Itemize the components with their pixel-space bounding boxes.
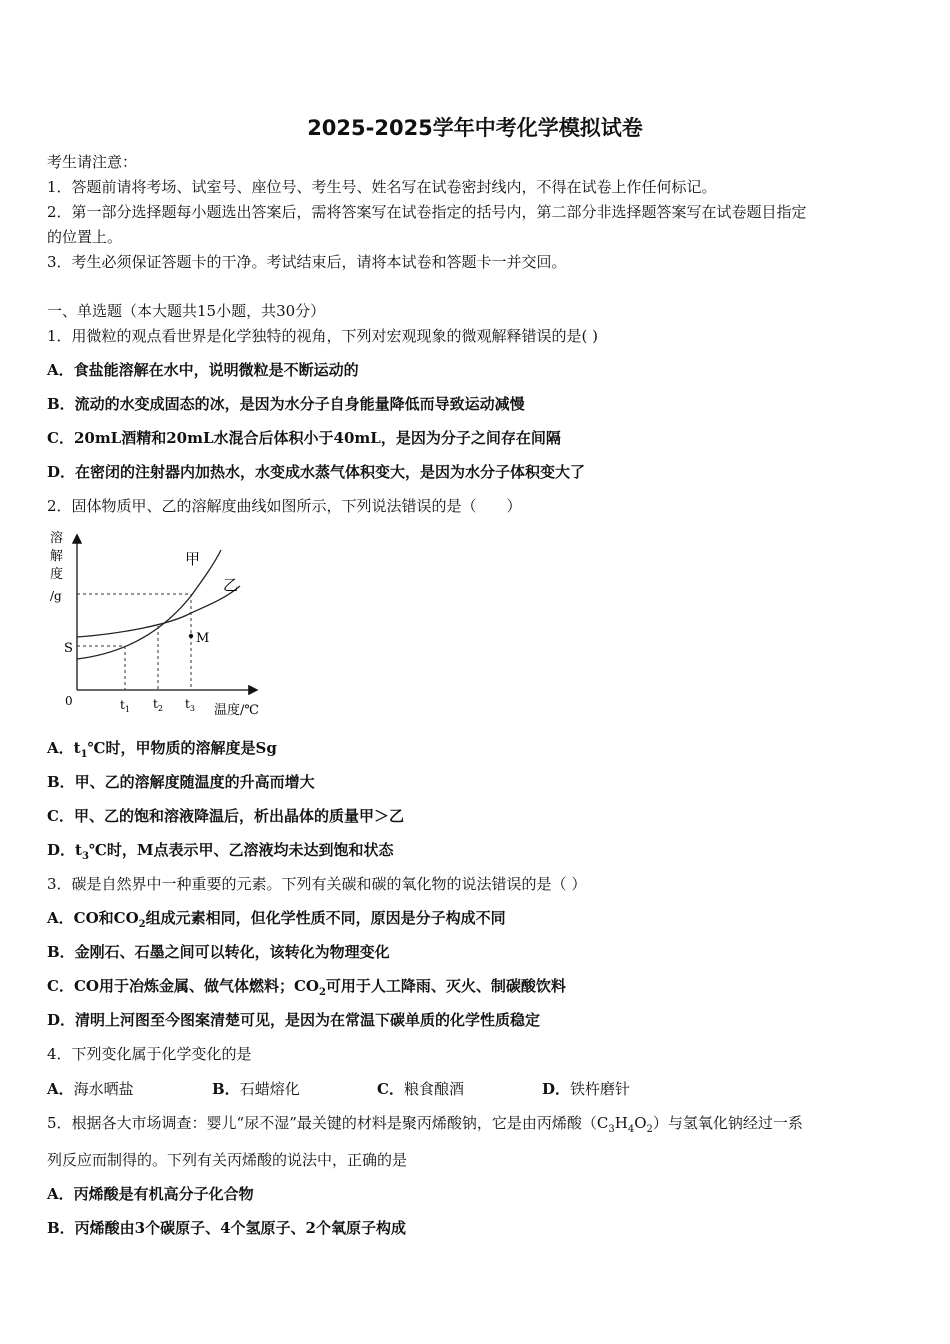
q3-option-d: D．清明上河图至今图案清楚可见，是因为在常温下碳单质的化学性质稳定 xyxy=(47,1011,541,1029)
y-axis-char-2: 解 xyxy=(50,549,64,564)
notice-item-2-cont: 的位置上。 xyxy=(47,228,123,246)
s-label: S xyxy=(64,641,73,656)
q4-option-c: C．粮食酿酒 xyxy=(377,1080,464,1098)
q1-option-d: D．在密闭的注射器内加热水，水变成水蒸气体积变大，是因为水分子体积变大了 xyxy=(47,463,586,481)
q1-option-a: A．食盐能溶解在水中，说明微粒是不断运动的 xyxy=(47,361,359,379)
notice-item-1: 1．答题前请将考场、试室号、座位号、考生号、姓名写在试卷密封线内，不得在试卷上作任何标记。 xyxy=(47,178,717,196)
curve-jia-label: 甲 xyxy=(185,550,201,568)
q1-option-b: B．流动的水变成固态的冰，是因为水分子自身能量降低而导致运动减慢 xyxy=(47,395,525,413)
curve-yi-label: 乙 xyxy=(223,576,239,594)
q3-option-b: B．金刚石、石墨之间可以转化，该转化为物理变化 xyxy=(47,943,390,961)
q5-stem-line2: 列反应而制得的。下列有关丙烯酸的说法中，正确的是 xyxy=(47,1151,408,1169)
y-axis-char-4: /g xyxy=(50,589,62,603)
page-title: 2025-2025学年中考化学模拟试卷 xyxy=(307,116,643,140)
q4-option-b: B．石蜡熔化 xyxy=(212,1080,300,1098)
section-heading: 一、单选题（本大题共15小题，共30分） xyxy=(47,302,326,320)
tick-t3: $t_3$ xyxy=(185,697,195,713)
q5-option-b: B．丙烯酸由3个碳原子、4个氢原子、2个氧原子构成 xyxy=(47,1219,406,1237)
q2-option-b: B．甲、乙的溶解度随温度的升高而增大 xyxy=(47,773,315,791)
q2-option-a: A．$t_1℃$时，甲物质的溶解度是Sg xyxy=(47,739,277,760)
q3-option-a: A．CO和$CO_2$组成元素相同，但化学性质不同，原因是分子构成不同 xyxy=(47,909,506,930)
point-m xyxy=(189,634,193,638)
solubility-curve-figure xyxy=(44,528,274,724)
q1-option-c: C．20mL酒精和20mL水混合后体积小于40mL，是因为分子之间存在间隔 xyxy=(47,429,561,447)
q4-option-d: D．铁杵磨针 xyxy=(542,1080,631,1098)
q2-option-c: C．甲、乙的饱和溶液降温后，析出晶体的质量甲＞乙 xyxy=(47,807,404,825)
y-axis-char-3: 度 xyxy=(50,567,64,582)
q2-option-d: D．$t_3℃$时，M点表示甲、乙溶液均未达到饱和状态 xyxy=(47,841,394,862)
q5-option-a: A．丙烯酸是有机高分子化合物 xyxy=(47,1185,254,1203)
notice-heading: 考生请注意： xyxy=(47,153,138,171)
q1-stem: 1．用微粒的观点看世界是化学独特的视角，下列对宏观现象的微观解释错误的是( ) xyxy=(47,327,599,345)
q4-option-a: A．海水晒盐 xyxy=(47,1080,134,1098)
q4-stem: 4．下列变化属于化学变化的是 xyxy=(47,1045,252,1063)
q3-option-c: C．CO用于冶炼金属、做气体燃料；$CO_2$可用于人工降雨、灭火、制碳酸饮料 xyxy=(47,977,566,998)
notice-item-3: 3．考生必须保证答题卡的干净。考试结束后，请将本试卷和答题卡一并交回。 xyxy=(47,253,567,271)
x-axis-label: 温度/℃ xyxy=(214,703,259,718)
tick-t1: $t_1$ xyxy=(120,698,130,714)
y-axis-char-1: 溶 xyxy=(50,531,64,546)
q3-stem: 3．碳是自然界中一种重要的元素。下列有关碳和碳的氧化物的说法错误的是（ ） xyxy=(47,875,587,893)
q5-stem: 5．根据各大市场调查：婴儿“尿不湿”最关键的材料是聚丙烯酸钠，它是由丙烯酸$(C_3H_4O_2)$与氢氧化钠经过一系 xyxy=(47,1114,803,1135)
point-m-label: M xyxy=(196,631,210,646)
origin-label: 0 xyxy=(65,694,73,708)
notice-item-2: 2．第一部分选择题每小题选出答案后，需将答案写在试卷指定的括号内，第二部分非选择题答案写在试卷题目指定 xyxy=(47,203,807,221)
q2-stem: 2．固体物质甲、乙的溶解度曲线如图所示，下列说法错误的是（ ） xyxy=(47,497,522,515)
tick-t2: $t_2$ xyxy=(153,697,163,713)
